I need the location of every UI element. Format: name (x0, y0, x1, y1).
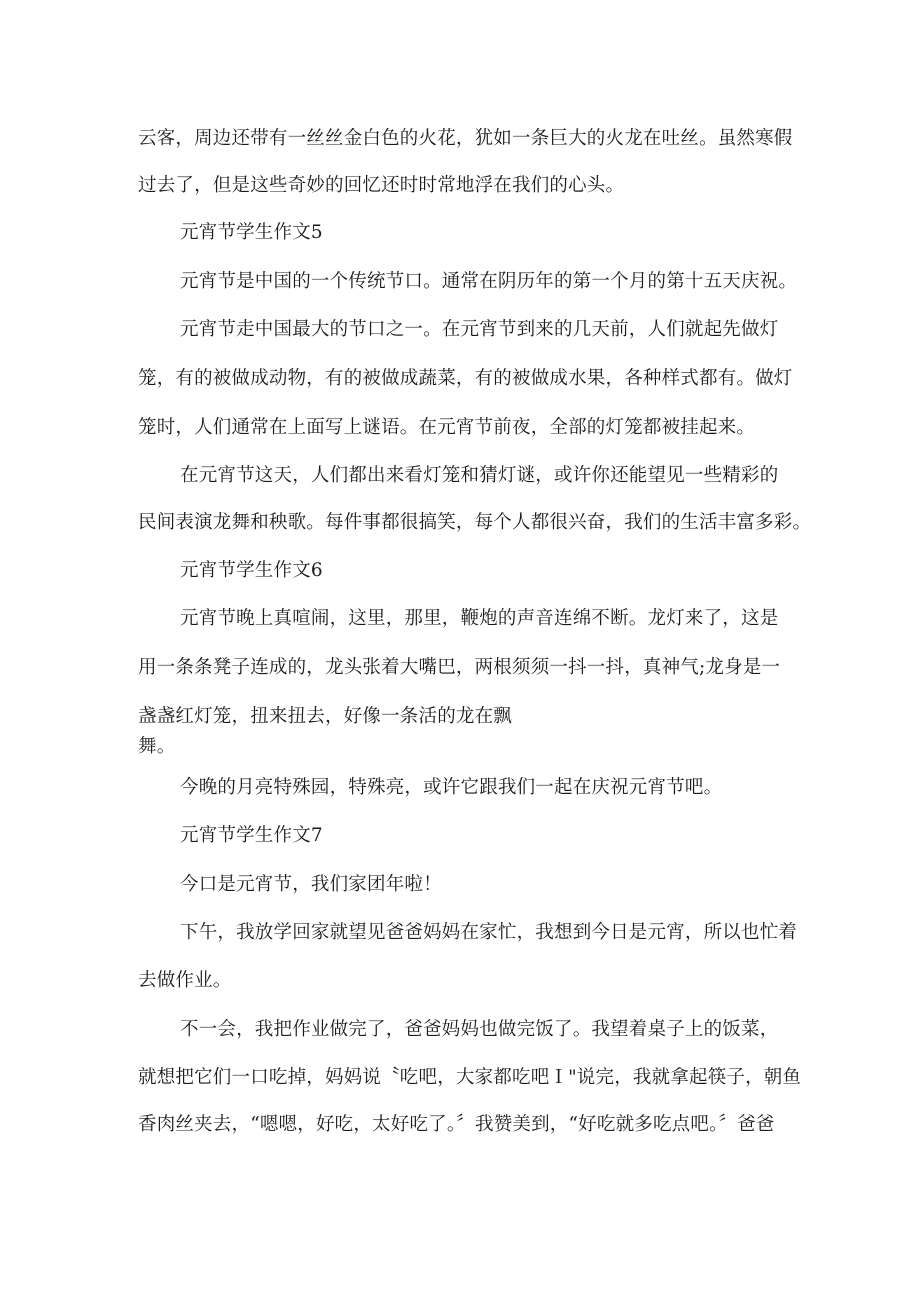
paragraph-line: 今口是元宵节，我们家团年啦！ (180, 874, 442, 895)
paragraph-line: 元宵节是中国的一个传统节口。通常在阴历年的第一个月的第十五天庆祝。 (180, 271, 798, 292)
paragraph-line: 元宵节晚上真喧闹，这里，那里，鞭炮的声音连绵不断。龙灯来了，这是 (180, 608, 779, 629)
paragraph-line: 在元宵节这天，人们都出来看灯笼和猜灯谜，或许你还能望见一些精彩的 (180, 465, 779, 486)
paragraph-line: 就想把它们一口吃掉，妈妈说〝吃吧，大家都吃吧Ｉ"说完，我就拿起筷子，朝鱼 (138, 1067, 802, 1088)
paragraph-line: 过去了，但是这些奇妙的回忆还时时常地浮在我们的心头。 (138, 175, 625, 196)
paragraph-line: 用一条条凳子连成的，龙头张着大嘴巴，两根须须一抖一抖，真神气;龙身是一 (138, 657, 781, 678)
section-heading: 元宵节学生作文7 (180, 825, 323, 846)
paragraph-line: 香肉丝夹去，“嗯嗯，好吃，太好吃了。〞我赞美到，“好吃就多吃点吧。〞爸爸 (138, 1114, 775, 1135)
section-heading: 元宵节学生作文6 (180, 560, 323, 581)
paragraph-line: 去做作业。 (138, 970, 232, 991)
section-heading: 元宵节学生作文5 (180, 222, 323, 243)
paragraph-line: 盏盏红灯笼，扭来扭去，好像一条活的龙在飘 (138, 706, 513, 727)
paragraph-line: 今晚的月亮特殊园，特殊亮，或许它跟我们一起在庆祝元宵节吧。 (180, 777, 723, 798)
paragraph-line: 舞。 (138, 736, 176, 757)
paragraph-line: 民间表演龙舞和秧歌。每件事都很搞笑，每个人都很兴奋，我们的生活丰富多彩。 (138, 512, 812, 533)
paragraph-line: 笼，有的被做成动物，有的被做成蔬菜，有的被做成水果，各种样式都有。做灯 (138, 368, 793, 389)
paragraph-line: 云客，周边还带有一丝丝金白色的火花，犹如一条巨大的火龙在吐丝。虽然寒假 (138, 128, 793, 149)
paragraph-line: 元宵节走中国最大的节口之一。在元宵节到来的几天前，人们就起先做灯 (180, 319, 779, 340)
paragraph-line: 下午，我放学回家就望见爸爸妈妈在家忙，我想到今日是元宵，所以也忙着 (180, 922, 798, 943)
paragraph-line: 不一会，我把作业做完了，爸爸妈妈也做完饭了。我望着桌子上的饭菜， (180, 1019, 779, 1040)
paragraph-line: 笼时，人们通常在上面写上谜语。在元宵节前夜，全部的灯笼都被挂起来。 (138, 417, 756, 438)
